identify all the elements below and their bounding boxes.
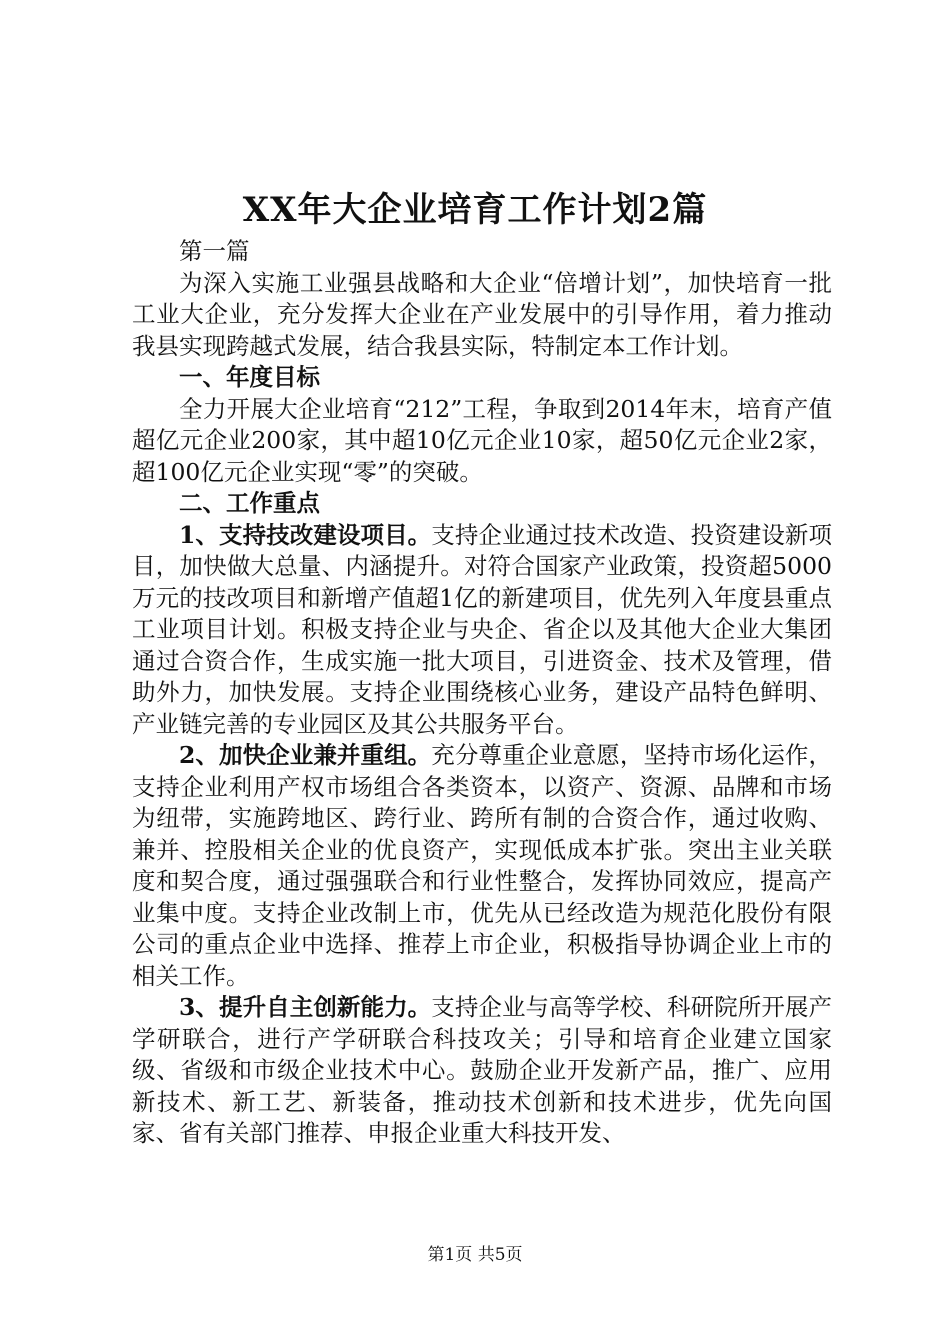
item-1-lead: 1、支持技改建设项目。 [179, 520, 432, 549]
document-body [132, 236, 832, 1150]
item-2-lead: 2、加快企业兼并重组。 [179, 741, 432, 769]
document-title: XX年大企业培育工作计划2篇 [242, 190, 708, 230]
item-1-text: 支持企业通过技术改造、投资建设新项目，加快做大总量、内涵提升。对符合国家产业政策，投资超5000万元的技改项目和新增产值超1亿的新建项目，优先列入年度县重点工业项目计划。积极支持企业与央企、省企以及其他大企业大集团通过合资合作，生成实施一批大项目，引进资金、技术及管理，借助外力，加快发展。支持企业围绕核心业务，建设产品特色鲜明、产业链完善的专业园区及其公共服务平台。 [132, 520, 833, 738]
part-label: 第一篇 [179, 237, 250, 265]
section-heading-key-tasks: 二、工作重点 [179, 489, 320, 517]
annual-goals-paragraph: 全力开展大企业培育“212”工程，争取到2014年末，培育产值超亿元企业200家，其中超10亿元企业10家，超50亿元企业2家，超100亿元企业实现“零”的突破。 [132, 394, 832, 486]
item-3-lead: 3、提升自主创新能力。 [179, 993, 432, 1021]
item-1-paragraph [132, 520, 832, 741]
intro-paragraph: 为深入实施工业强县战略和大企业“倍增计划”，加快培育一批工业大企业，充分发挥大企业在产业发展中的引导作用，着力推动我县实现跨越式发展，结合我县实际，特制定本工作计划。 [132, 268, 832, 360]
page-number-footer: 第1页 共5页 [427, 1245, 523, 1265]
item-3-paragraph [132, 992, 832, 1150]
item-2-text: 充分尊重企业意愿，坚持市场化运作，支持企业利用产权市场组合各类资本，以资产、资源、品牌和市场为纽带，实施跨地区、跨行业、跨所有制的合资合作，通过收购、兼并、控股相关企业的优良资产，实现低成本扩张。突出主业关联度和契合度，通过强强联合和行业性整合，发挥协同效应，提高产业集中度。支持企业改制上市，优先从已经改造为规范化股份有限公司的重点企业中选择、推荐上市企业，积极指导协调企业上市的相关工作。 [132, 741, 833, 990]
section-heading-annual-goals: 一、年度目标 [179, 363, 320, 391]
item-2-paragraph [132, 740, 832, 992]
item-3-text: 支持企业与高等学校、科研院所开展产学研联合，进行产学研联合科技攻关；引导和培育企业建立国家级、省级和市级企业技术中心。鼓励企业开发新产品，推广、应用新技术、新工艺、新装备，推动技术创新和技术进步，优先向国家、省有关部门推荐、申报企业重大科技开发、 [132, 993, 833, 1147]
